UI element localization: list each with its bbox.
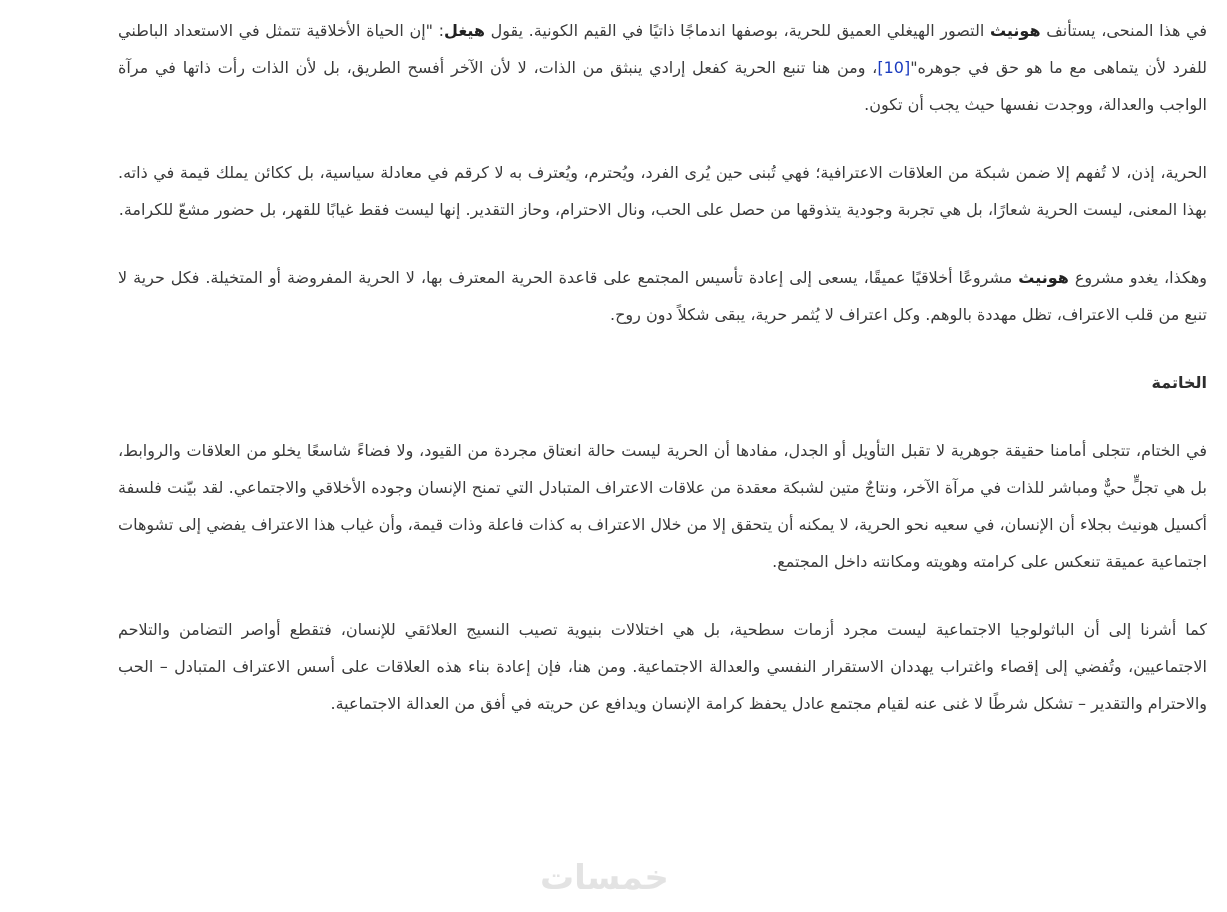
paragraph-2: الحرية، إذن، لا تُفهم إلا ضمن شبكة من العلاقات الاعترافية؛ فهي تُبنى حين يُرى الفرد، ويُحترم، ويُعترف به لا كرقم في معادلة سياسية، بل ككائن يملك قيمة في ذاته. بهذا المعنى، ليست الحرية شعارًا، بل هي تجربة وجودية يتذوقها من حصل على الحب، ونال الاحترام، وحاز التقدير. إنها ليست فقط غيابًا للقهر، بل حضور مشعّ للكرامة. bbox=[118, 163, 1207, 219]
paragraph-1-text-c: : "إن الحياة الأخلاقية تتمثل في الاستعداد الباطني للفرد لأن يتماهى مع ما هو حق في جوهره" bbox=[118, 21, 1208, 77]
hegel-name: هيغل bbox=[444, 21, 485, 40]
honneth-name: هونيث bbox=[1018, 268, 1069, 287]
honneth-name: هونيث bbox=[989, 21, 1041, 40]
paragraph-spacer bbox=[118, 123, 1207, 154]
paragraph-spacer bbox=[118, 228, 1207, 259]
paragraph-spacer bbox=[118, 333, 1207, 364]
paragraph-spacer bbox=[118, 401, 1207, 432]
conclusion-heading: الخاتمة bbox=[1151, 373, 1207, 392]
paragraph-4: في الختام، تتجلى أمامنا حقيقة جوهرية لا تقبل التأويل أو الجدل، مفادها أن الحرية ليست حالة انعتاق مجردة من القيود، ولا فضاءً شاسعًا يخلو من العلاقات والروابط، بل هي تجلٍّ حيٌّ ومباشر للذات في مرآة الآخر، ونتاجٌ متين لشبكة معقدة من علاقات الاعتراف المتبادل التي تمنح الإنسان وجوده الأخلاقي والاجتماعي. لقد بيّنت فلسفة أكسيل هونيث بجلاء أن الإنسان، في سعيه نحو الحرية، لا يمكنه أن يتحقق إلا من خلال الاعتراف به كذات فاعلة وذات قيمة، وأن غياب هذا الاعتراف يفضي إلى تشوهات اجتماعية عميقة تنعكس على كرامته وهويته ومكانته داخل المجتمع. bbox=[118, 441, 1207, 571]
paragraph-3-text-b: مشروعًا أخلاقيًا عميقًا، يسعى إلى إعادة تأسيس المجتمع على قاعدة الحرية المعترف بها، لا الحرية المفروضة أو المتخيلة. فكل حرية لا تنبع من قلب الاعتراف، تظل مهددة بالوهم. وكل اعتراف لا يُثمر حرية، يبقى شكلاً دون روح. bbox=[118, 268, 1207, 324]
paragraph-5: كما أشرنا إلى أن الباثولوجيا الاجتماعية ليست مجرد أزمات سطحية، بل هي اختلالات بنيوية تصيب النسيج العلائقي للإنسان، فتقطع أواصر التضامن والتلاحم الاجتماعيين، وتُفضي إلى إقصاء واغتراب يهددان الاستقرار النفسي والعدالة الاجتماعية. ومن هنا، فإن إعادة بناء هذه العلاقات على أسس الاعتراف المتبادل – الحب والاحترام والتقدير – تشكل شرطًا لا غنى عنه لقيام مجتمع عادل يحفظ كرامة الإنسان ويدافع عن حريته في أفق من العدالة الاجتماعية. bbox=[118, 620, 1207, 713]
paragraph-1-text-d: ، ومن هنا تنبع الحرية كفعل إرادي ينبثق من الذات، لا لأن الآخر أفسح الطريق، بل لأن الذات رأت ذاتها في مرآة الواجب والعدالة، ووجدت نفسها حيث يجب أن تكون. bbox=[118, 58, 1207, 114]
site-watermark-logo: خمسات bbox=[540, 858, 669, 898]
paragraph-spacer bbox=[118, 580, 1207, 611]
footnote-reference-link[interactable]: [10] bbox=[877, 58, 911, 77]
paragraph-1-text-b: التصور الهيغلي العميق للحرية، بوصفها اندماجًا ذاتيًا في القيم الكونية. يقول bbox=[484, 21, 990, 40]
paragraph-1-text-a: في هذا المنحى، يستأنف bbox=[1040, 21, 1208, 40]
paragraph-3-text-a: وهكذا، يغدو مشروع bbox=[1068, 268, 1207, 287]
paragraph-3 bbox=[118, 259, 1207, 333]
article-body bbox=[118, 0, 1207, 722]
paragraph-1 bbox=[118, 0, 1207, 123]
